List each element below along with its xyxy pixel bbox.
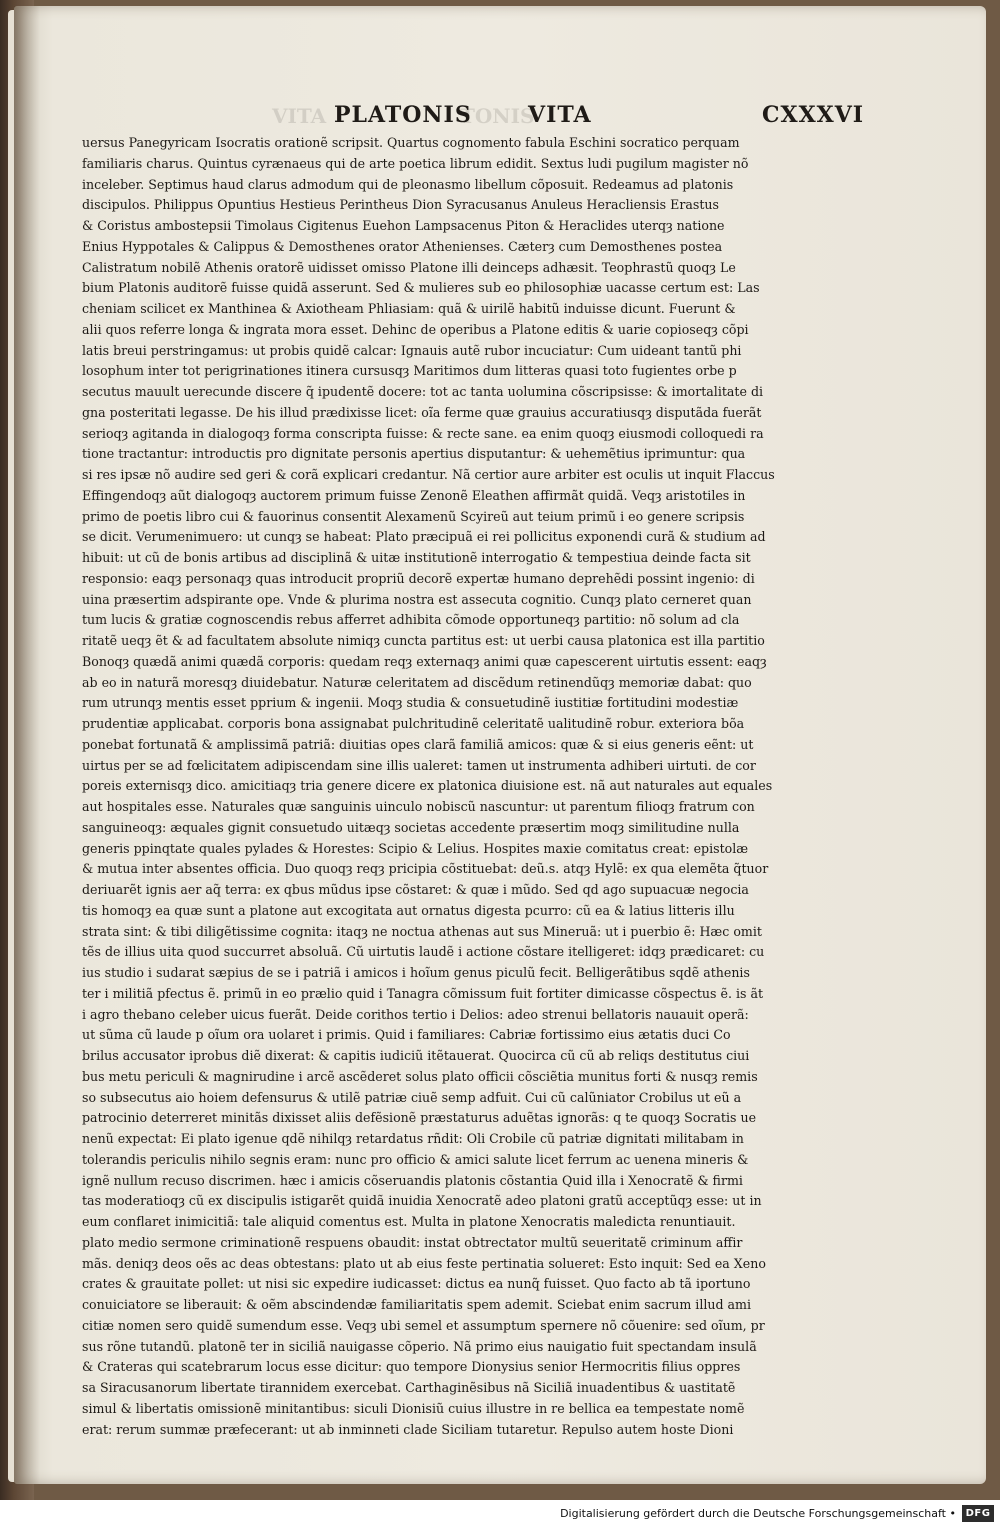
text-line: Calistratum nobilẽ Athenis oratorẽ uidisset omisso Platone illi deinceps adhæsit. Teophrastũ quoqȝ Le — [82, 259, 736, 275]
text-line: Bonoqȝ quædã animi quædã corporis: quedam reqȝ externaqȝ animi quæ capescerent uirtutis essent: eaqȝ — [82, 653, 767, 669]
text-line: uina præsertim adspirante ope. Vnde & plurima nostra est assecuta cognitio. Cunqȝ plato cerneret quan — [82, 591, 752, 607]
text-line: sanguineoqȝ: æquales gignit consuetudo uitæqȝ societas accedente præsertim moqȝ similitudine nulla — [82, 819, 740, 835]
text-line: simul & libertatis omissionẽ minitantibus: siculi Dionisiũ cuius illustre in re bellica ea tempestate nomẽ — [82, 1400, 745, 1416]
text-line: hibuit: ut cũ de bonis artibus ad disciplinã & uitæ institutionẽ interrogatio & tempestiua deinde facta sit — [82, 550, 751, 565]
text-line: plato medio sermone criminationẽ respuens obaudit: instat obtrectator multũ seueritatẽ criminum affir — [82, 1234, 743, 1250]
text-line: tis homoqȝ ea quæ sunt a platone aut excogitata aut ornatus digesta pcurro: cũ ea & latius litteris illu — [82, 902, 735, 918]
text-line: ab eo in naturã moresqȝ diuidebatur. Naturæ celeritatem ad discẽdum retinendũqȝ memoriæ dabat: quo — [82, 674, 752, 690]
text-line: tione tractantur: introductis pro dignitate personis apertius disputantur: & uehemẽtius iprimuntur: qua — [82, 446, 746, 462]
text-line: aut hospitales esse. Naturales quæ sanguinis uinculo nobiscũ nascuntur: ut parentum filioqȝ fratrum con — [82, 799, 755, 814]
text-line: bus metu periculi & magnirudine i arcẽ ascẽderet solus plato officii cõsciẽtia munitus forti & nusqȝ remis — [82, 1068, 758, 1084]
text-line: bium Platonis auditorẽ fuisse quidã asserunt. Sed & mulieres sub eo philosophiæ uacasse certum est: Las — [82, 280, 760, 296]
digitization-footer — [0, 1500, 1000, 1528]
text-line: & Coristus ambostepsii Timolaus Cigitenus Euehon Lampsacenus Piton & Heraclides uterqȝ natione — [82, 218, 725, 233]
text-line: ignẽ nullum recuso discrimen. hæc i amicis cõseruandis platonis cõstantia Quid illa i Xenocratẽ & firmi — [82, 1172, 743, 1188]
text-line: sus rõne tutandũ. platonẽ ter in siciliã nauigasse cõperio. Nã primo eius nauigatio fuit spectandam insulã — [82, 1338, 757, 1354]
running-header — [300, 102, 920, 134]
text-line: alii quos referre longa & ingrata mora esset. Dehinc de operibus a Platone editis & uarie copioseqȝ cõpi — [82, 321, 749, 337]
page-gutter-shadow — [14, 6, 40, 1484]
text-line: tẽs de illius uita quod succurret absoluã. Cũ uirtutis laudẽ i actione cõstare itelligeret: idqȝ prædicaret: cu — [82, 944, 765, 960]
text-line: tolerandis periculis nihilo segnis eram: nunc pro officio & amici salute licet ferrum ac uenena mineris & — [82, 1151, 749, 1167]
text-line: responsio: eaqȝ personaqȝ quas introducit propriũ decorẽ expertæ humano deprehẽdi possint ingenio: di — [82, 570, 755, 586]
text-line: ter i militiã pfectus ẽ. primũ in eo prælio quid i Tanagra cõmissum fuit fortiter dimicasse cõspectus ẽ. is ãt — [82, 985, 764, 1001]
text-line: cheniam scilicet ex Manthinea & Axiotheam Phliasiam: quã & uirilẽ habitũ induisse dicunt. Fuerunt & — [82, 301, 736, 316]
bleed-through-text-right: TONIS — [460, 104, 535, 128]
text-line: se dicit. Verumenimuero: ut cunqȝ se habeat: Plato præcipuã ei rei pollicitus exponendi curã & studium ad — [82, 529, 766, 545]
text-line: i agro thebano celeber uicus fuerãt. Deide corithos tertio i Delios: adeo strenui bellatoris nauauit operã: — [82, 1006, 749, 1022]
text-line: generis ppinqtate quales pylades & Horestes: Scipio & Lelius. Hospites maxie comitatus creat: epistolæ — [82, 840, 749, 856]
text-line: discipulos. Philippus Opuntius Hestieus Perintheus Dion Syracusanus Anuleus Heracliensis Erastus — [82, 197, 719, 213]
text-line: primo de poetis libro cui & fauorinus consentit Alexamenũ Scyireũ aut teium primũ i eo genere scripsis — [82, 508, 745, 524]
text-line: & Crateras qui scatebrarum locus esse dicitur: quo tempore Dionysius senior Hermocritis filius oppres — [82, 1359, 741, 1375]
text-line: uersus Panegyricam Isocratis orationẽ scripsit. Quartus cognomento fabula Eschini socratico perquam — [82, 135, 740, 150]
text-line: ius studio i sudarat sæpius de se i patriã i amicos i hoĩum genus piculũ fecit. Belligerãtibus sqdẽ athenis — [82, 965, 750, 980]
text-line: latis breui perstringamus: ut probis quidẽ calcar: Ignauis autẽ rubor incuciatur: Cum uideant tantũ phi — [82, 342, 742, 358]
text-line: secutus mauult uerecunde discere q̃ ipudentẽ docere: tot ac tanta uolumina cõscripsisse: & imortalitate di — [82, 384, 764, 399]
header-title-platonis: PLATONIS — [334, 102, 472, 128]
text-line: uirtus per se ad fœlicitatem adipiscendam sine illis ualeret: tamen ut instrumenta adhiberi uirtuti. de cor — [82, 757, 756, 773]
text-line: citiæ nomen sero quidẽ sumendum esse. Veqȝ ubi semel et assumptum spernere nõ cõuenire: sed oĩum, pr — [82, 1317, 765, 1333]
funding-credit: Digitalisierung gefördert durch die Deutsche Forschungsgemeinschaft • — [560, 1507, 956, 1520]
text-line: rum utrunqȝ mentis esset pprium & ingenii. Moqȝ studia & consuetudinẽ iustitiæ fortitudini modestiæ — [82, 695, 739, 711]
text-line: & mutua inter absentes officia. Duo quoqȝ reqȝ pricipia cõstituebat: deũ.s. atqȝ Hylẽ: ex qua elemẽta q̃tuor — [82, 861, 769, 877]
text-line: nenũ expectat: Ei plato igenue qdẽ nihilqȝ retardatus rñdit: Oli Crobile cũ patriæ dignitati militabam in — [82, 1131, 744, 1146]
bleed-through-text-left: VITA — [272, 104, 327, 128]
text-line: mãs. deniqȝ deos oẽs ac deas obtestans: plato ut ab eius feste pertinatia solueret: Esto inquit: Sed ea Xeno — [82, 1255, 766, 1271]
text-line: tum lucis & gratiæ cognoscendis rebus afferret adhibita cõmode opportuneqȝ partitio: nõ solum ad cla — [82, 612, 740, 628]
text-line: strata sint: & tibi diligẽtissime cognita: itaqȝ ne noctua athenas aut sus Mineruã: ut i puerbio ẽ: Hæc omit — [82, 923, 762, 939]
text-line: crates & grauitate pollet: ut nisi sic expedire iudicasset: dictus ea nunq̃ fuisset. Quo facto ab tã iportuno — [82, 1276, 751, 1292]
text-line: inceleber. Septimus haud clarus admodum qui de pleonasmo libellum cõposuit. Redeamus ad platonis — [82, 176, 734, 192]
body-text-block — [82, 133, 802, 1440]
text-line: so subsecutus aio hoiem defensurus & utilẽ patriæ ciuẽ semp adfuit. Cui cũ calũniator Crobilus ut eũ a — [82, 1089, 742, 1105]
text-line: si res ipsæ nõ audire sed geri & corã explicari credantur. Nã certior aure arbiter est oculis ut inquit Flaccus — [82, 467, 775, 482]
text-line: serioqȝ agitanda in dialogoqȝ forma conscripta fuisse: & recte sane. ea enim quoqȝ eiusmodi colloquedi ra — [82, 425, 764, 441]
text-line: ut sũma cũ laude p oĩum ora uolaret i primis. Quid i familiares: Cabriæ fortissimo eius ætatis duci Co — [82, 1027, 731, 1043]
text-line: ponebat fortunatã & amplissimã patriã: diuitias opes clarã familiã amicos: quæ & si eius generis eẽnt: ut — [82, 736, 754, 752]
text-line: tas moderatioqȝ cũ ex discipulis istigarẽt quidã inuidia Xenocratẽ adeo platoni gratũ acceptũqȝ esse: ut in — [82, 1193, 762, 1209]
text-line: deriuarẽt ignis aer aq̃ terra: ex qbus mũdus ipse cõstaret: & quæ i mũdo. Sed qd ago supuacuæ negocia — [82, 882, 749, 897]
text-line: eum conflaret inimicitiã: tale aliquid comentus est. Multa in platone Xenocratis maledicta renuntiauit. — [82, 1214, 736, 1229]
text-line: Enius Hyppotales & Calippus & Demosthenes orator Athenienses. Cæterȝ cum Demosthenes postea — [82, 238, 723, 254]
folio-number: CXXXVI — [762, 102, 865, 128]
text-line: conuiciatore se liberauit: & oẽm abscindendæ familiaritatis spem ademit. Sciebat enim sacrum illud ami — [82, 1297, 752, 1312]
header-title-vita: VITA — [528, 102, 592, 128]
text-line: familiaris charus. Quintus cyrænaeus qui de arte poetica librum edidit. Sextus ludi pugilum magister nõ — [82, 155, 749, 171]
text-line: sa Siracusanorum libertate tirannidem exercebat. Carthaginẽsibus nã Siciliã inuadentibus & uastitatẽ — [82, 1380, 736, 1395]
text-line: Effingendoqȝ aũt dialogoqȝ auctorem primum fuisse Zenonẽ Eleathen affirmãt quidã. Veqȝ aristotiles in — [82, 487, 746, 503]
text-line: prudentiæ applicabat. corporis bona assignabat pulchritudinẽ celeritatẽ ualitudinẽ robur. exteriora bõa — [82, 716, 745, 731]
text-line: ritatẽ ueqȝ ẽt & ad facultatem absolute nimiqȝ cuncta partitus est: ut uerbi causa platonica est illa partitio — [82, 633, 765, 648]
text-line: patrocinio deterreret minitãs dixisset aliis defẽsionẽ præstaturus aduẽtas ignorãs: q te quoqȝ Socratis ue — [82, 1110, 757, 1126]
text-line: erat: rerum summæ præfecerant: ut ab inminneti clade Siciliam tutaretur. Repulso autem hoste Dioni — [82, 1421, 734, 1437]
text-line: brilus accusator iprobus diẽ dixerat: & capitis iudiciũ itẽtauerat. Quocirca cũ cũ ab reliqs destitutus ciui — [82, 1048, 750, 1063]
text-line: poreis externisqȝ dico. amicitiaqȝ tria genere dicere ex platonica diuisione est. nã aut naturales aut equales — [82, 778, 773, 794]
dfg-logo: DFG — [962, 1505, 994, 1522]
text-line: gna posteritati legasse. De his illud prædixisse licet: oĩa ferme quæ grauius accuratiusqȝ disputãda fuerãt — [82, 404, 762, 420]
text-line: losophum inter tot perigrinationes itinera cursusqȝ Maritimos dum litteras quasi toto fugientes orbe p — [82, 363, 737, 379]
